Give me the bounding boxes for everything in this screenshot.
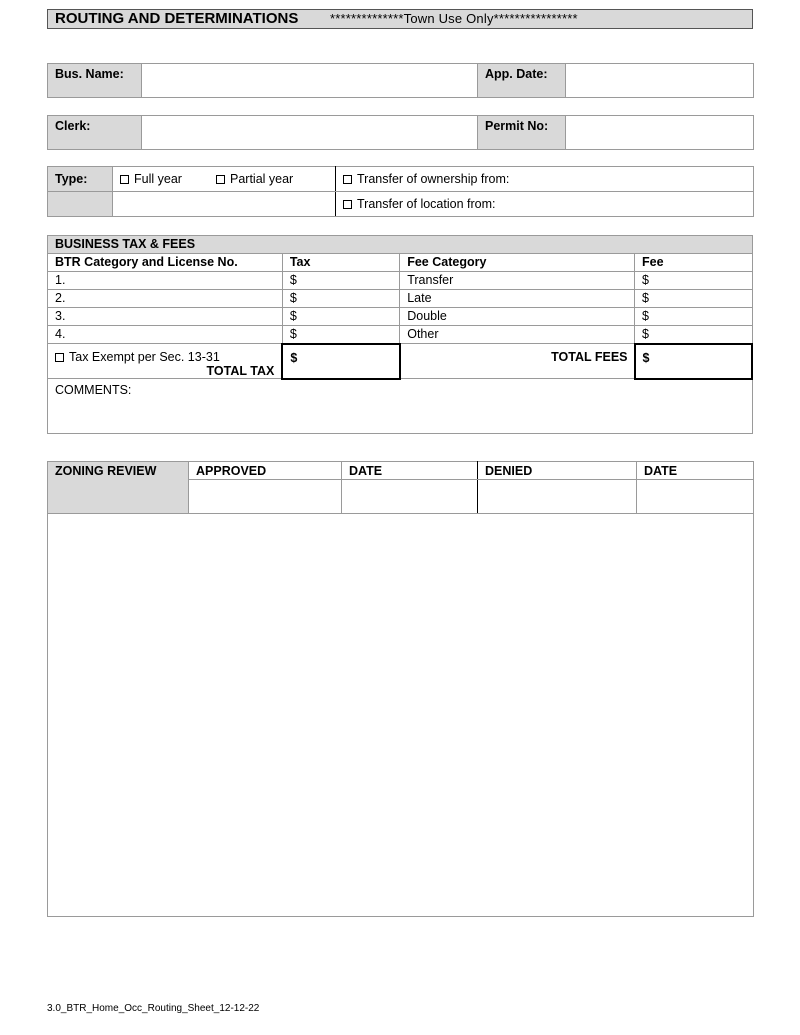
total-tax-field[interactable]: $ [282, 344, 399, 379]
checkbox-icon[interactable] [216, 175, 225, 184]
partial-year-label: Partial year [230, 172, 294, 186]
col-tax: Tax [282, 254, 399, 272]
clerk-label: Clerk: [48, 116, 142, 150]
clerk-field[interactable] [142, 116, 478, 150]
transfer-location-label: Transfer of location from: [357, 197, 496, 211]
zoning-review-table [47, 461, 754, 917]
col-date-approved: DATE [342, 462, 478, 480]
col-fee: Fee [635, 254, 752, 272]
tax-amount[interactable]: $ [282, 290, 399, 308]
full-year-option[interactable] [120, 172, 216, 186]
app-date-label: App. Date: [478, 64, 566, 98]
checkbox-icon[interactable] [343, 200, 352, 209]
permit-no-label: Permit No: [478, 116, 566, 150]
btr-row-number[interactable]: 2. [48, 290, 283, 308]
tax-exempt-label: Tax Exempt per Sec. 13-31 [69, 350, 220, 364]
type-label-blank [48, 192, 113, 217]
table-row [48, 308, 753, 326]
table-row [48, 326, 753, 344]
total-fees-field[interactable]: $ [635, 344, 752, 379]
bus-name-field[interactable] [142, 64, 478, 98]
col-btr-category: BTR Category and License No. [48, 254, 283, 272]
app-date-field[interactable] [566, 64, 754, 98]
transfer-ownership-label: Transfer of ownership from: [357, 172, 510, 186]
fee-amount[interactable]: $ [635, 326, 752, 344]
fee-category: Transfer [400, 272, 635, 290]
col-approved: APPROVED [189, 462, 342, 480]
tax-amount[interactable]: $ [282, 326, 399, 344]
approved-date-field[interactable] [342, 480, 478, 514]
table-row [48, 272, 753, 290]
col-denied: DENIED [478, 462, 637, 480]
tax-exempt-option[interactable] [55, 350, 220, 364]
total-fees-label: TOTAL FEES [400, 344, 635, 379]
checkbox-icon[interactable] [343, 175, 352, 184]
fee-amount[interactable]: $ [635, 308, 752, 326]
type-table [47, 166, 754, 217]
btr-row-number[interactable]: 3. [48, 308, 283, 326]
header-bar [47, 9, 753, 29]
tax-amount[interactable]: $ [282, 272, 399, 290]
town-use-only-label: **************Town Use Only**************** [330, 11, 578, 26]
total-tax-label: TOTAL TAX [206, 364, 275, 378]
bus-name-label: Bus. Name: [48, 64, 142, 98]
approved-field[interactable] [189, 480, 342, 514]
type-label: Type: [48, 167, 113, 192]
business-tax-table [47, 235, 753, 434]
btr-row-number[interactable]: 4. [48, 326, 283, 344]
page-title: ROUTING AND DETERMINATIONS [55, 10, 299, 27]
fee-category: Late [400, 290, 635, 308]
denied-date-field[interactable] [637, 480, 754, 514]
tax-amount[interactable]: $ [282, 308, 399, 326]
comments-field[interactable] [48, 379, 753, 434]
btr-row-number[interactable]: 1. [48, 272, 283, 290]
checkbox-icon[interactable] [55, 353, 64, 362]
denied-field[interactable] [478, 480, 637, 514]
fee-category: Other [400, 326, 635, 344]
full-year-label: Full year [134, 172, 182, 186]
business-tax-section-title: BUSINESS TAX & FEES [48, 236, 753, 254]
fee-amount[interactable]: $ [635, 290, 752, 308]
zoning-notes-area[interactable] [48, 514, 754, 917]
business-name-row [47, 63, 754, 98]
type-blank-cell [113, 192, 336, 217]
table-row [48, 290, 753, 308]
comments-label: COMMENTS: [55, 382, 132, 397]
clerk-row [47, 115, 754, 150]
permit-no-field[interactable] [566, 116, 754, 150]
transfer-location-option[interactable] [336, 192, 754, 217]
fee-category: Double [400, 308, 635, 326]
type-options-cell [113, 167, 336, 192]
tax-exempt-cell [48, 344, 283, 379]
partial-year-option[interactable] [216, 172, 293, 186]
footer-text: 3.0_BTR_Home_Occ_Routing_Sheet_12-12-22 [47, 1003, 260, 1014]
col-date-denied: DATE [637, 462, 754, 480]
zoning-review-label: ZONING REVIEW [48, 462, 189, 514]
transfer-ownership-option[interactable] [336, 167, 754, 192]
fee-amount[interactable]: $ [635, 272, 752, 290]
checkbox-icon[interactable] [120, 175, 129, 184]
col-fee-category: Fee Category [400, 254, 635, 272]
